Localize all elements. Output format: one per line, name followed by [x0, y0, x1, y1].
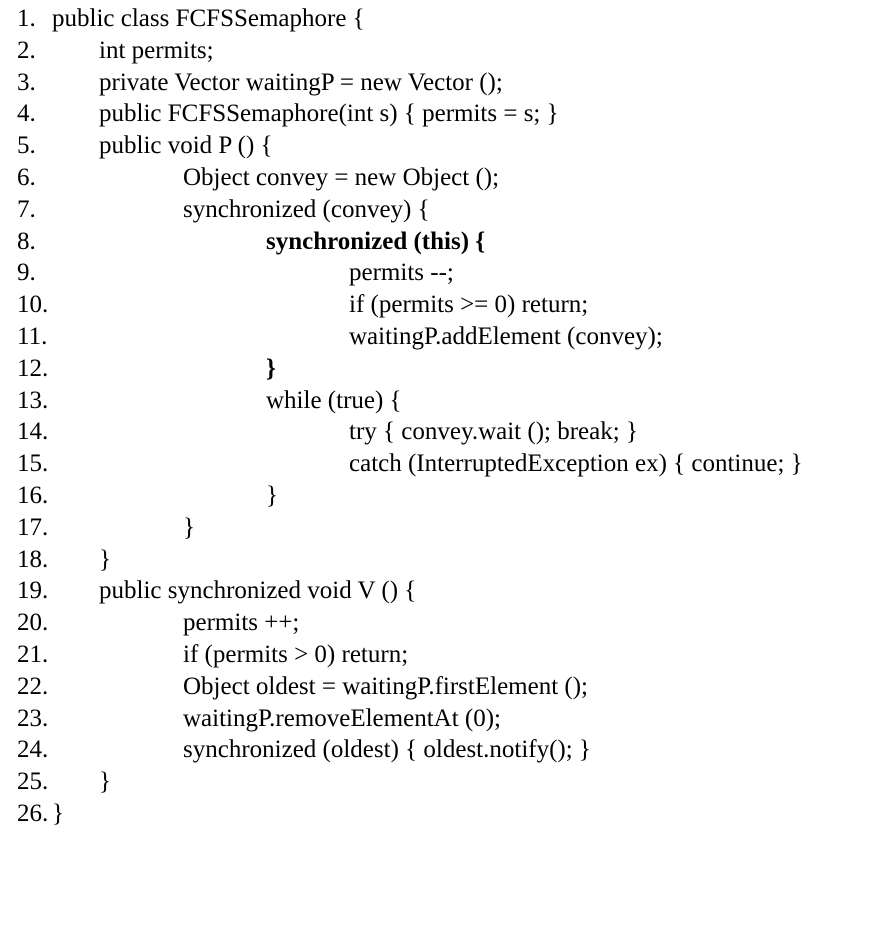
line-number: 8. — [17, 227, 36, 255]
line-number: 21. — [17, 640, 49, 668]
line-number: 6. — [17, 163, 36, 191]
line-number: 14. — [17, 418, 49, 446]
code-text: permits ++; — [183, 609, 300, 637]
code-text: permits --; — [349, 259, 454, 287]
line-number: 25. — [17, 768, 49, 796]
code-line — [17, 607, 867, 639]
line-number: 26. — [17, 799, 49, 827]
code-text: Object convey = new Object (); — [183, 163, 500, 191]
line-number: 22. — [17, 672, 49, 700]
code-line — [17, 544, 867, 576]
code-text: if (permits > 0) return; — [183, 640, 409, 668]
line-number: 1. — [17, 5, 36, 32]
code-line — [17, 448, 867, 480]
line-number: 17. — [17, 513, 49, 541]
code-text: int permits; — [99, 36, 214, 64]
line-number: 18. — [17, 545, 49, 573]
code-line — [17, 480, 867, 512]
line-number: 24. — [17, 736, 49, 764]
line-number: 19. — [17, 577, 49, 605]
code-text: public synchronized void V () { — [99, 577, 417, 605]
code-line — [17, 734, 867, 766]
code-listing — [17, 3, 867, 830]
code-text: } — [183, 513, 195, 541]
line-number: 15. — [17, 450, 49, 478]
code-text: synchronized (convey) { — [183, 195, 430, 223]
code-text: } — [99, 768, 111, 796]
line-number: 23. — [17, 704, 49, 732]
code-line — [17, 353, 867, 385]
line-number: 13. — [17, 386, 49, 414]
line-number: 10. — [17, 291, 49, 319]
code-text: public class FCFSSemaphore { — [52, 5, 365, 32]
code-text: private Vector waitingP = new Vector (); — [99, 68, 503, 96]
code-text: Object oldest = waitingP.firstElement (); — [183, 672, 588, 700]
code-text: } — [52, 799, 64, 827]
code-text: while (true) { — [266, 386, 402, 414]
line-number: 20. — [17, 609, 49, 637]
line-number: 7. — [17, 195, 36, 223]
code-line — [17, 194, 867, 226]
code-line — [17, 671, 867, 703]
line-number: 9. — [17, 259, 36, 287]
code-line — [17, 575, 867, 607]
code-line — [17, 257, 867, 289]
code-line — [17, 226, 867, 258]
code-line — [17, 766, 867, 798]
code-text: if (permits >= 0) return; — [349, 291, 589, 319]
code-text: } — [99, 545, 111, 573]
code-text-bold: synchronized (this) { — [266, 227, 486, 255]
code-line — [17, 162, 867, 194]
code-text: } — [266, 481, 278, 509]
code-line — [17, 67, 867, 99]
code-text: try { convey.wait (); break; } — [349, 418, 638, 446]
code-line — [17, 289, 867, 321]
code-line — [17, 321, 867, 353]
code-text: public FCFSSemaphore(int s) { permits = s; } — [99, 100, 559, 128]
code-text: waitingP.removeElementAt (0); — [183, 704, 501, 732]
code-line — [17, 512, 867, 544]
code-text-bold: } — [266, 354, 276, 382]
code-line — [17, 385, 867, 417]
code-line — [17, 798, 867, 830]
line-number: 2. — [17, 36, 36, 64]
code-line — [17, 35, 867, 67]
line-number: 3. — [17, 68, 36, 96]
code-line — [17, 3, 867, 35]
line-number: 16. — [17, 481, 49, 509]
code-text: catch (InterruptedException ex) { continue; } — [349, 450, 803, 478]
line-number: 4. — [17, 100, 36, 128]
code-text: waitingP.addElement (convey); — [349, 322, 663, 350]
code-text: synchronized (oldest) { oldest.notify(); } — [183, 736, 591, 764]
code-line — [17, 416, 867, 448]
code-line — [17, 639, 867, 671]
line-number: 11. — [17, 322, 48, 350]
code-line — [17, 703, 867, 735]
line-number: 5. — [17, 132, 36, 160]
code-line — [17, 130, 867, 162]
code-line — [17, 98, 867, 130]
code-text: public void P () { — [99, 132, 273, 160]
line-number: 12. — [17, 354, 49, 382]
